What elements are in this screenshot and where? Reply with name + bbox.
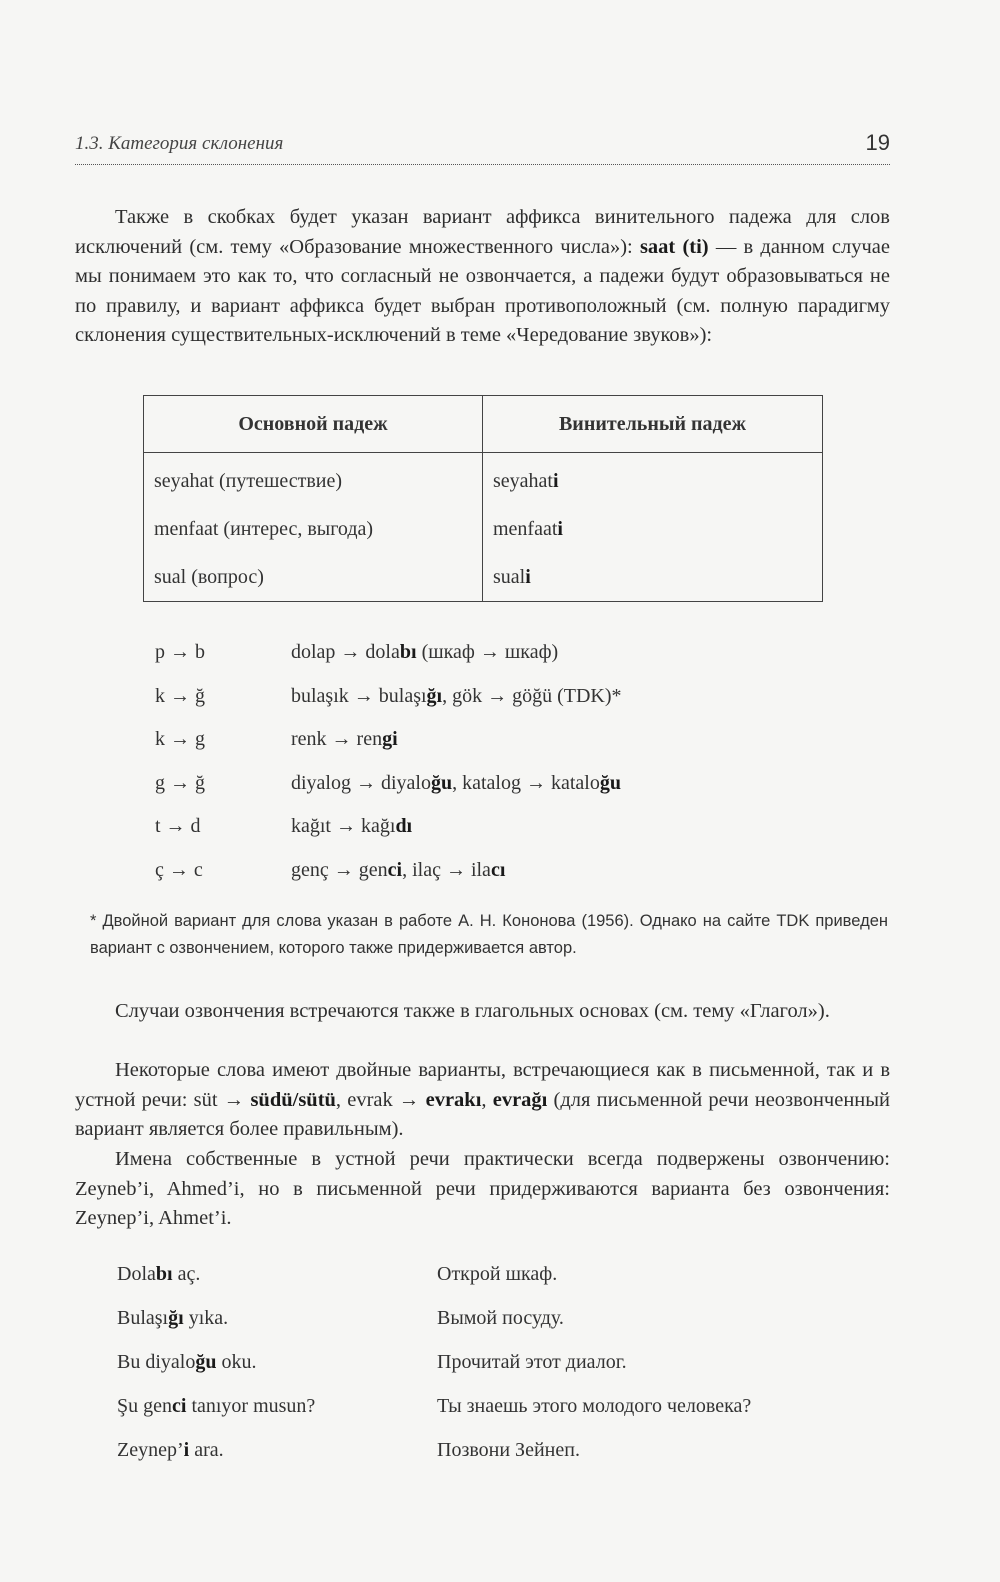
alternation-row [155,855,855,899]
page-number: 19 [865,130,890,155]
example-row [117,1299,897,1343]
example-turkish: Bu diyaloğu oku. [117,1351,257,1373]
table-cell-base: sual (вопрос) [144,553,483,602]
alternation-rule: t → d [155,815,201,837]
example-russian: Ты знаешь этого молодого человека? [437,1395,752,1417]
table-header-row [144,396,823,453]
example-russian: Открой шкаф. [437,1263,558,1285]
alternation-rule: p → b [155,641,205,663]
table-cell-accusative: seyahati [483,453,823,506]
case-table [143,395,823,602]
alternation-row [155,637,855,681]
examples-list [117,1255,897,1475]
alternation-rule: k → ğ [155,684,205,707]
running-header [75,130,890,165]
alternation-row [155,724,855,768]
table-row [144,553,823,602]
table-cell-base: menfaat (интерес, выгода) [144,505,483,553]
table-row [144,453,823,506]
chapter-title: 1.3. Категория склонения [75,133,284,154]
table-header-base: Основной падеж [144,396,483,453]
example-turkish: Şu genci tanıyor musun? [117,1395,316,1417]
alternation-rule: g → ğ [155,771,205,794]
example-russian: Позвони Зейнеп. [437,1439,580,1461]
alternation-example: genç → genci, ilaç → ilacı [291,858,506,881]
alternation-example: dolap → dolabı (шкаф → шкаф) [291,641,559,663]
table-cell-base: seyahat (путешествие) [144,453,483,506]
table-header-accusative: Винительный падеж [483,396,823,453]
paragraph-verbs: Случаи озвончения встречаются также в глагольных основах (см. тему «Глагол»). [115,1000,830,1022]
alternation-rule: ç → c [155,858,203,881]
paragraph-proper-names: Имена собственные в устной речи практически всегда подвержены озвончению: Zeyneb’i, Ahmed’i, но в письменной речи придерживаются варианта без озвончения: Zeynep’i, Ahmet’i. [75,1148,890,1229]
table-cell-accusative: suali [483,553,823,602]
alternation-row [155,681,855,725]
example-row [117,1255,897,1299]
alternation-example: diyalog → diyaloğu, katalog → kataloğu [291,771,621,794]
table-row [144,505,823,553]
intro-text-2: — в данном случае мы понимаем это как то, что согласный не озвончается, а падежи будут образовываться не по правилу, и вариант аффикса будет выбран противоположный (см. полную парадигму склонения существительных-исключений в теме «Чередование звуков»): [75,235,891,346]
alternation-list [155,637,855,898]
example-turkish: Bulaşığı yıka. [117,1307,229,1329]
paragraph-double-variants: Некоторые слова имеют двойные варианты, встречающиеся как в письменной, так и в устной речи: süt → südü/sütü, evrak → evrakı, evrağı (для письменной речи неозвонченный вариант является более правильным). [75,1059,891,1140]
example-row [117,1343,897,1387]
alternation-example: renk → rengi [291,728,398,750]
alternation-row [155,811,855,855]
alternation-example: bulaşık → bulaşığı, gök → göğü (TDK)* [291,684,622,707]
alternation-rule: k → g [155,728,205,750]
example-russian: Вымой посуду. [437,1307,564,1329]
example-russian: Прочитай этот диалог. [437,1351,627,1373]
intro-bold-example: saat (ti) [639,235,709,258]
footnote: * Двойной вариант для слова указан в работе А. Н. Кононова (1956). Однако на сайте TDK приведен вариант с озвончением, которого также придерживается автор. [90,912,888,957]
example-turkish: Dolabı aç. [117,1263,201,1285]
table-cell-accusative: menfaati [483,505,823,553]
example-turkish: Zeynep’i ara. [117,1439,224,1461]
intro-text-1: Также в скобках будет указан вариант аффикса винительного падежа для слов исключений (см. тему «Образование множественного числа»): [75,206,890,258]
alternation-example: kağıt → kağıdı [291,815,413,837]
example-row [117,1431,897,1475]
alternation-row [155,768,855,812]
intro-paragraph [75,203,890,351]
example-row [117,1387,897,1431]
